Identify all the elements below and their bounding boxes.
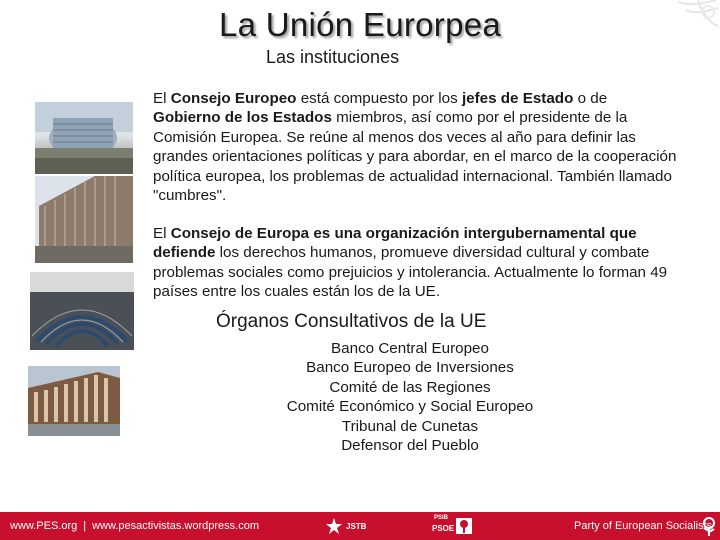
page-subtitle: Las instituciones [266, 47, 400, 67]
list-item: Comité Económico y Social Europeo [286, 398, 534, 416]
list-item: Defensor del Pueblo [341, 437, 479, 455]
list-item: Banco Europeo de Inversiones [306, 359, 514, 377]
pes-link[interactable]: www.PES.org [10, 520, 78, 532]
hemicycle-photo [30, 272, 134, 350]
text-span: o de [573, 90, 608, 107]
organos-list [265, 339, 555, 455]
council-building-photo [28, 366, 120, 436]
pesactivistas-link[interactable]: www.pesactivistas.wordpress.com [92, 520, 259, 532]
parliament-building-photo [35, 102, 133, 174]
term-consejo-de-europa: Consejo de Europa es una organización intergubernamental que defiende [153, 225, 637, 262]
jstb-logo: JSTB [346, 522, 367, 531]
footer-links [10, 520, 259, 532]
glass-building-photo [35, 176, 133, 263]
term-gobierno-estados: Gobierno de los Estados [153, 109, 332, 127]
rose-icon [456, 518, 472, 534]
text-span: está compuesto por los [296, 90, 462, 107]
footer-bar [0, 512, 720, 540]
psoe-logo: PSOE [432, 524, 455, 533]
list-item: Tribunal de Cunetas [341, 417, 479, 435]
term-jefes-de-estado: jefes de Estado [461, 90, 574, 107]
consejo-de-europa-paragraph [153, 224, 678, 302]
footer-separator: | [83, 520, 87, 532]
list-item: Banco Central Europeo [331, 340, 489, 357]
star-icon [326, 518, 342, 534]
term-consejo-europeo: Consejo Europeo [170, 90, 297, 107]
footer-tagline: Party of European Socialists [574, 520, 713, 532]
psib-logo: PSIB [434, 515, 449, 521]
text-span: los derechos humanos, promueve diversidad cultural y combate problemas sociales como prejuicios y intolerancia. Actualmente lo forman 49 países entre los cuales están los de la UE. [153, 244, 668, 301]
organos-heading: Órganos Consultativos de la UE [216, 311, 487, 332]
rose-icon [700, 516, 718, 536]
page-title: La Unión Eurorpea [218, 6, 502, 43]
text-span: El [153, 225, 171, 242]
list-item: Comité de las Regiones [329, 378, 491, 396]
consejo-europeo-paragraph [153, 89, 678, 205]
text-span: El [153, 90, 171, 107]
text-span: miembros, así como por el presidente de la Comisión Europea. Se reúne al menos dos veces al año para definir las grandes orientaciones políticas y para abordar, en el marco de la cooperación política europea, los problemas de actualidad internacional. También llamado "cumbres". [153, 109, 677, 205]
